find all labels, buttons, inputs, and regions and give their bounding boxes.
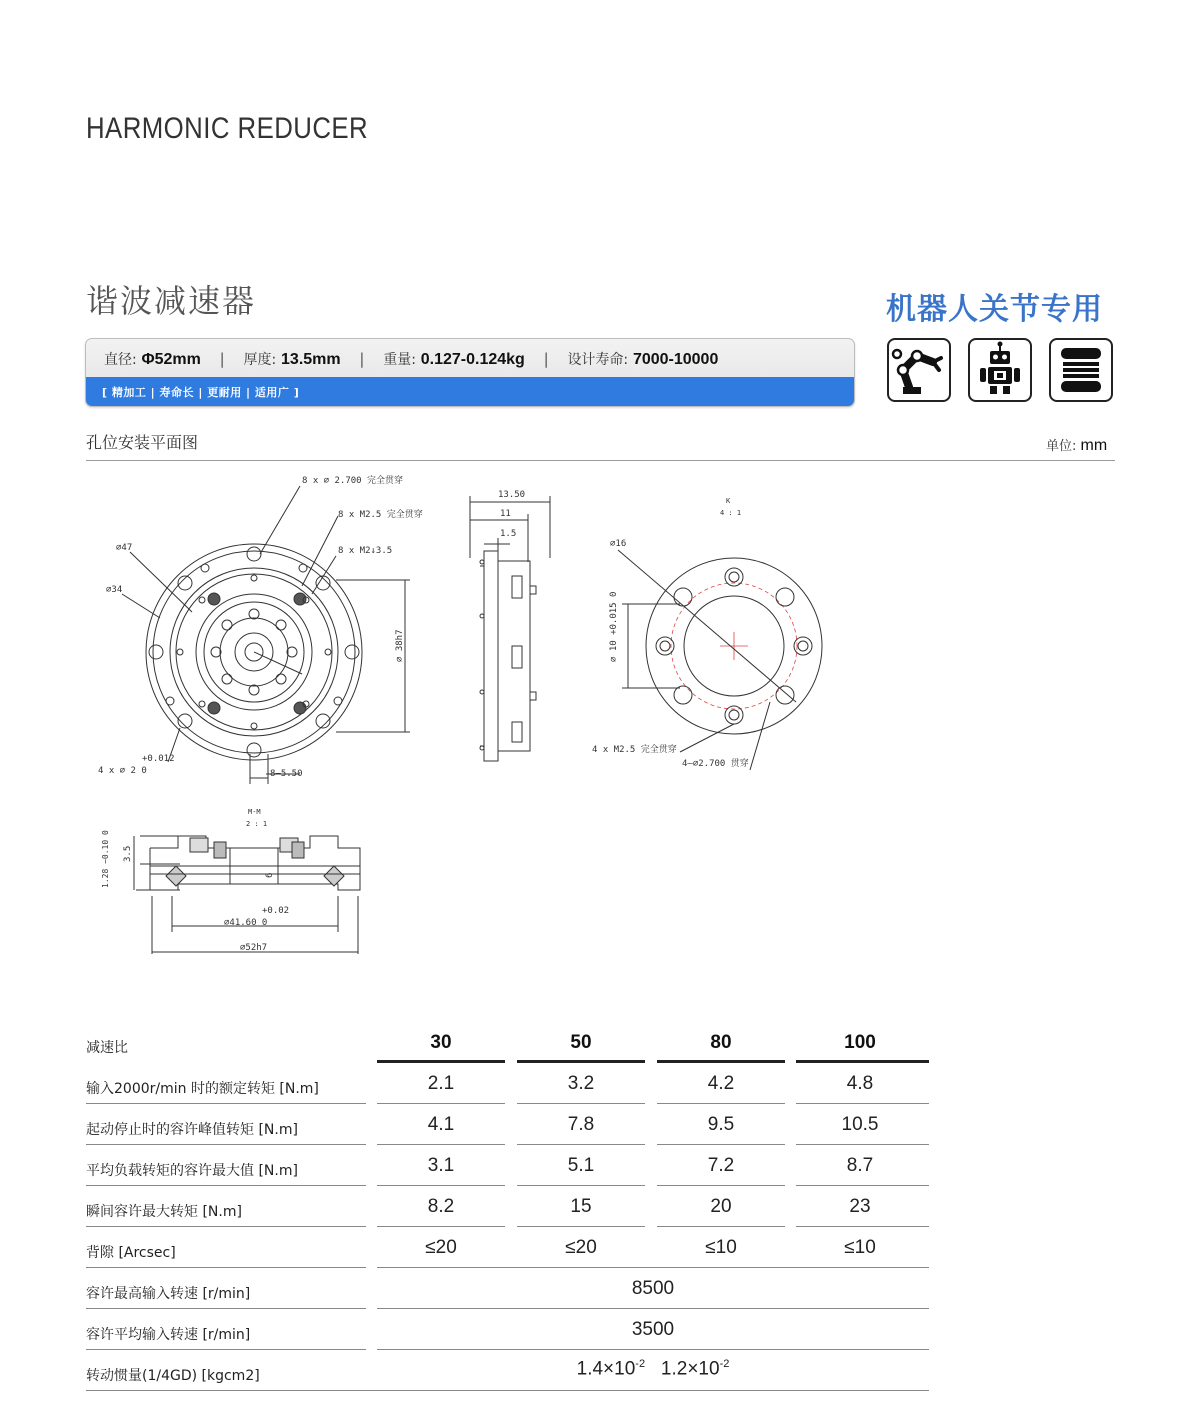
row-rule xyxy=(377,1349,929,1350)
row-rule xyxy=(86,1144,366,1145)
note-d52h7: ∅52h7 xyxy=(240,943,268,953)
note-h35: 3.5 xyxy=(123,845,133,862)
cell: ≤10 xyxy=(705,1237,737,1258)
row-rule xyxy=(796,1144,929,1145)
robot-icon xyxy=(968,338,1032,402)
row-label-peak-torque: 起动停止时的容许峰值转矩 [N.m] xyxy=(86,1122,298,1138)
weight-label: 重量: xyxy=(383,352,416,368)
row-rule xyxy=(86,1349,366,1350)
note-tol-002: +0.02 xyxy=(262,906,290,916)
row-rule xyxy=(86,1267,366,1268)
row-rule xyxy=(796,1226,929,1227)
note-d16: ∅16 xyxy=(610,539,627,549)
row-rule xyxy=(657,1103,785,1104)
row-label-momentary: 瞬间容许最大转矩 [N.m] xyxy=(86,1204,242,1220)
row-rule xyxy=(796,1103,929,1104)
note-view-k: K xyxy=(726,497,731,505)
ratio-100: 100 xyxy=(844,1032,876,1053)
row-rule xyxy=(377,1185,505,1186)
head-rule xyxy=(657,1060,785,1063)
spec-separator: | xyxy=(219,350,225,368)
weight-value: 0.127-0.124kg xyxy=(420,351,525,368)
cell: 5.1 xyxy=(567,1155,595,1176)
cell: 8.2 xyxy=(427,1196,455,1217)
cell: 9.5 xyxy=(707,1114,735,1135)
unit-label xyxy=(1046,435,1107,455)
cell: 10.5 xyxy=(841,1114,879,1135)
life-label: 设计寿命: xyxy=(567,352,629,368)
head-rule xyxy=(517,1060,645,1063)
diameter-label: 直径: xyxy=(104,352,137,368)
ratio-80: 80 xyxy=(710,1032,732,1053)
row-rule xyxy=(377,1103,505,1104)
row-rule xyxy=(796,1185,929,1186)
note-d10: ∅ 10 +0.015 0 xyxy=(609,591,619,662)
ratio-30: 30 xyxy=(430,1032,452,1053)
note-h128: 1.28 −0.10 0 xyxy=(101,830,110,888)
note-d47: ∅47 xyxy=(116,543,133,553)
note-depth-550: 8—5.50 xyxy=(270,769,303,779)
cell: ≤10 xyxy=(844,1237,876,1258)
row-rule xyxy=(377,1267,929,1268)
inertia-a: 1.4×10 xyxy=(576,1358,636,1380)
inertia-value xyxy=(377,1358,929,1380)
note-pin-holes: 4 x ∅ 2 0 xyxy=(98,766,147,776)
life-value: 7000-10000 xyxy=(632,351,719,368)
section-view xyxy=(150,836,360,890)
row-label-inertia: 转动惯量(1/4GD) [kgcm2] xyxy=(86,1368,260,1384)
note-w11: 11 xyxy=(500,509,511,519)
feature-band xyxy=(86,377,854,406)
row-label-avg-load: 平均负载转矩的容许最大值 [N.m] xyxy=(86,1163,298,1179)
row-rule xyxy=(86,1308,366,1309)
cell: 4.2 xyxy=(707,1073,735,1094)
spec-separator: | xyxy=(543,350,549,368)
drawing-caption: 孔位安装平面图 xyxy=(86,433,199,452)
ratio-50: 50 xyxy=(570,1032,592,1053)
row-rule xyxy=(657,1185,785,1186)
head-rule xyxy=(377,1060,505,1063)
row-rule xyxy=(517,1144,645,1145)
note-holes-x4: 4—∅2.700 贯穿 xyxy=(682,759,749,769)
cell: 7.2 xyxy=(707,1155,735,1176)
unit-value: mm xyxy=(1080,437,1108,454)
title-cn: 谐波减速器 xyxy=(86,282,257,320)
note-d4160: ∅41.60 0 xyxy=(224,918,268,928)
thickness-value: 13.5mm xyxy=(281,351,341,368)
row-rule xyxy=(517,1185,645,1186)
spec-row xyxy=(104,349,718,369)
note-m25-x4: 4 x M2.5 完全贯穿 xyxy=(592,745,677,755)
note-scale-k: 4 : 1 xyxy=(720,509,742,517)
robot-arm-icon xyxy=(887,338,951,402)
inertia-b: 1.2×10 xyxy=(660,1358,720,1380)
row-rule xyxy=(657,1226,785,1227)
thickness-label: 厚度: xyxy=(243,352,277,368)
k-view xyxy=(646,558,822,734)
row-rule xyxy=(86,1390,929,1391)
max-speed-value: 8500 xyxy=(631,1278,675,1299)
head-rule xyxy=(796,1060,929,1063)
avg-speed-value: 3500 xyxy=(631,1319,675,1340)
cell: 20 xyxy=(710,1196,732,1217)
row-rule xyxy=(86,1185,366,1186)
title-en: HARMONIC REDUCER xyxy=(86,112,369,145)
row-rule xyxy=(86,1103,366,1104)
row-label-max-speed: 容许最高输入转速 [r/min] xyxy=(86,1286,251,1302)
cell: 2.1 xyxy=(427,1073,455,1094)
spec-box xyxy=(85,338,855,407)
side-view xyxy=(480,551,536,761)
spec-separator: | xyxy=(359,350,365,368)
row-rule xyxy=(517,1103,645,1104)
row-rule xyxy=(377,1308,929,1309)
note-h6: 6 xyxy=(265,872,275,878)
note-d38h7: ∅ 38h7 xyxy=(395,629,405,662)
note-view-m: M-M xyxy=(248,808,261,816)
note-m2-depth: 8 x M2↓3.5 xyxy=(338,546,393,556)
unit-label-text: 单位: xyxy=(1046,439,1077,454)
cell: 15 xyxy=(570,1196,592,1217)
reducer-icon xyxy=(1049,338,1113,402)
row-rule xyxy=(657,1144,785,1145)
cell: 3.2 xyxy=(567,1073,595,1094)
note-tol-012: +0.012 xyxy=(142,754,175,764)
diameter-value: Φ52mm xyxy=(141,351,201,368)
cell: ≤20 xyxy=(565,1237,597,1258)
note-holes-through: 8 x ∅ 2.700 完全贯穿 xyxy=(302,476,404,486)
row-rule xyxy=(517,1226,645,1227)
row-label-backlash: 背隙 [Arcsec] xyxy=(86,1245,176,1261)
ratio-label: 减速比 xyxy=(86,1040,128,1056)
caption-divider xyxy=(86,460,1115,461)
row-label-avg-speed: 容许平均输入转速 [r/min] xyxy=(86,1327,251,1343)
inertia-exp: -2 xyxy=(635,1358,646,1370)
robot-joint-tag: 机器人关节专用 xyxy=(886,292,1103,327)
row-rule xyxy=(86,1226,366,1227)
note-w15: 1.5 xyxy=(500,529,517,539)
cell: 4.1 xyxy=(427,1114,455,1135)
row-label-rated-torque: 输入2000r/min 时的额定转矩 [N.m] xyxy=(86,1081,319,1097)
cell: 3.1 xyxy=(427,1155,455,1176)
row-rule xyxy=(377,1226,505,1227)
note-m25-through: 8 x M2.5 完全贯穿 xyxy=(338,510,423,520)
row-rule xyxy=(377,1144,505,1145)
cell: ≤20 xyxy=(425,1237,457,1258)
note-w1350: 13.50 xyxy=(498,490,526,500)
cell: 7.8 xyxy=(567,1114,595,1135)
feature-text: [ 精加工 | 寿命长 | 更耐用 | 适用广 ] xyxy=(102,386,300,399)
mounting-drawing xyxy=(80,466,860,1006)
inertia-exp: -2 xyxy=(719,1358,730,1370)
cell: 4.8 xyxy=(846,1073,874,1094)
note-scale-m: 2 : 1 xyxy=(246,820,268,828)
cell: 8.7 xyxy=(846,1155,874,1176)
cell: 23 xyxy=(849,1196,871,1217)
note-d34: ∅34 xyxy=(106,585,123,595)
